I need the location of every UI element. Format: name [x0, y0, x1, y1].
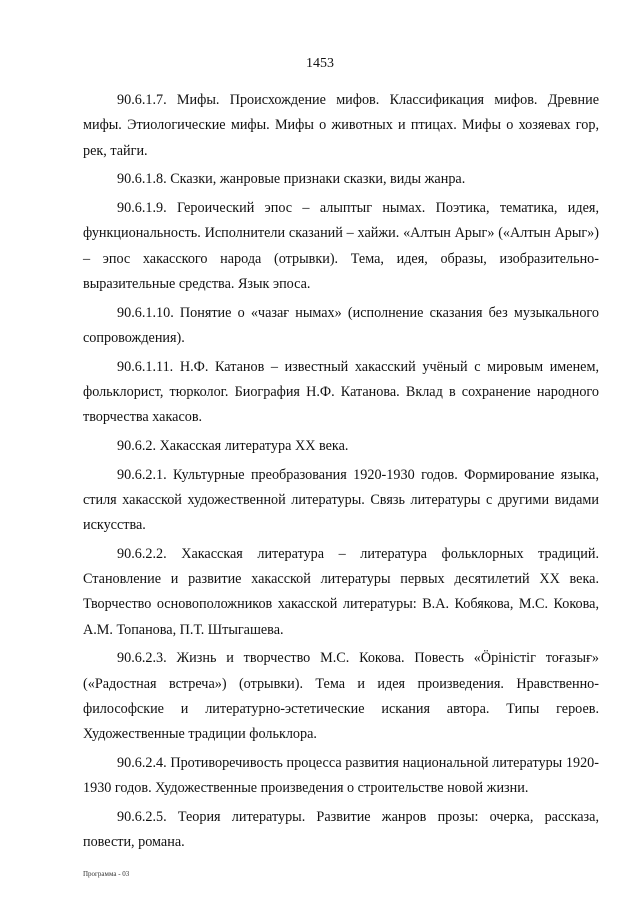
- page-number: 1453: [306, 56, 334, 71]
- paragraph: 90.6.1.9. Героический эпос – алыптыг нымах. Поэтика, тематика, идея, функциональность. Исполнители сказаний – хайжи. «Алтын Арыг» («Алтын Арыг») – эпос хакасского народа (отрывки). Тема, идея, образы, изобразительно-выразительные средства. Язык эпоса.: [83, 199, 599, 292]
- section-heading: 90.6.2. Хакасская литература XX века.: [117, 437, 349, 454]
- paragraph: 90.6.2.4. Противоречивость процесса развития национальной литературы 1920-1930 годов. Художественные произведения о строительстве новой жизни.: [83, 754, 599, 797]
- paragraph: 90.6.2.3. Жизнь и творчество М.С. Кокова. Повесть «Öрiнiстiг тоғазығ» («Радостная встреча») (отрывки). Тема и идея произведения. Нравственно-философские и литературно-эстетические искания автора. Типы героев. Художественные традиции фольклора.: [83, 650, 599, 743]
- paragraph: 90.6.1.10. Понятие о «чазағ нымах» (исполнение сказания без музыкального сопровождения).: [83, 304, 599, 346]
- footer-label: Программа - 03: [83, 870, 130, 878]
- paragraph: 90.6.2.1. Культурные преобразования 1920-1930 годов. Формирование языка, стиля хакасской художественной литературы. Связь литературы с другими видами искусства.: [83, 466, 599, 534]
- paragraph: 90.6.2.2. Хакасская литература – литература фольклорных традиций. Становление и развитие хакасской литературы первых десятилетий XX века. Творчество основоположников хакасской литературы: В.А. Кобякова, М.С. Кокова, А.М. Топанова, П.Т. Штыгашева.: [83, 545, 599, 638]
- paragraph: 90.6.1.8. Сказки, жанровые признаки сказки, виды жанра.: [117, 171, 466, 188]
- paragraph: 90.6.1.7. Мифы. Происхождение мифов. Классификация мифов. Древние мифы. Этиологические мифы. Мифы о животных и птицах. Мифы о хозяевах гор, рек, тайги.: [83, 92, 599, 159]
- document-body: [83, 88, 599, 859]
- paragraph: 90.6.2.5. Теория литературы. Развитие жанров прозы: очерка, рассказа, повести, романа.: [83, 808, 599, 851]
- paragraph: 90.6.1.11. Н.Ф. Катанов – известный хакасский учёный с мировым именем, фольклорист, тюрколог. Биография Н.Ф. Катанова. Вклад в сохранение народного творчества хакасов.: [83, 358, 599, 426]
